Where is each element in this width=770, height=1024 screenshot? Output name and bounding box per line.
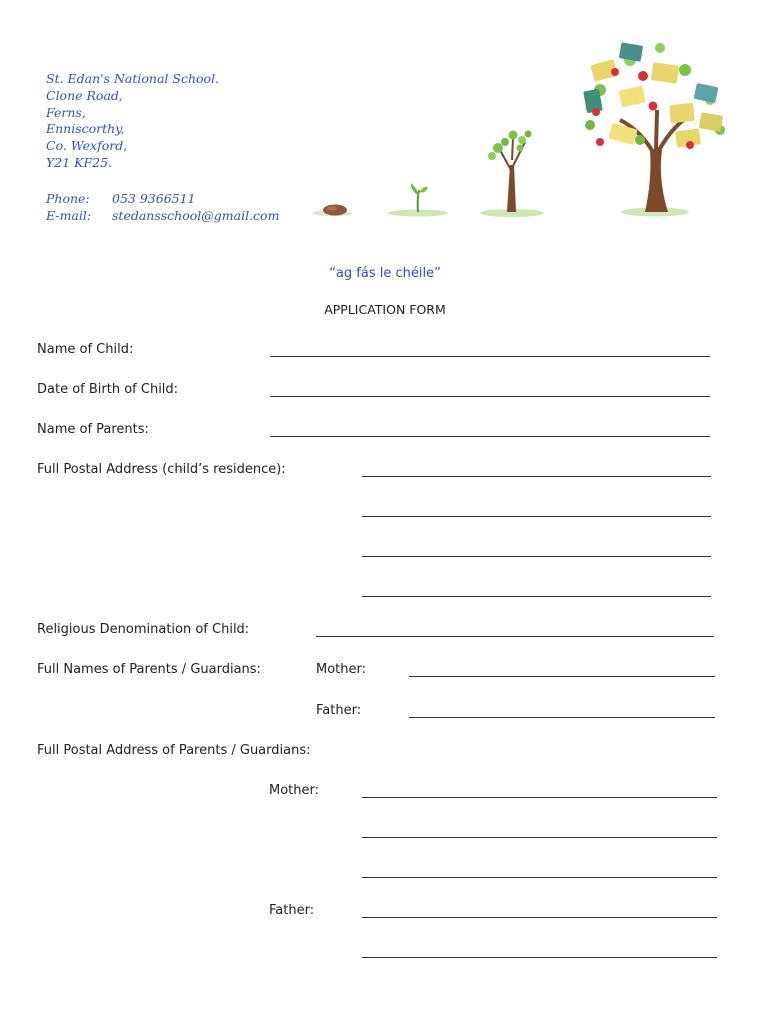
- father-name-field[interactable]: [409, 717, 715, 718]
- father-address-label: Father:: [269, 903, 315, 918]
- sapling-icon: [480, 131, 544, 218]
- mother-name-label: Mother:: [316, 662, 367, 677]
- dob-label: Date of Birth of Child:: [37, 382, 179, 397]
- growth-illustration: [300, 30, 730, 225]
- sprout-icon: [388, 183, 448, 217]
- school-address: [46, 71, 219, 172]
- school-name: St. Edan's National School.: [46, 71, 220, 86]
- mother-address-line-1[interactable]: [362, 797, 717, 798]
- address-line: Clone Road,: [46, 87, 123, 103]
- address-line: Enniscorthy,: [46, 121, 125, 137]
- mother-name-field[interactable]: [409, 676, 715, 677]
- phone-number: 053 9366511: [112, 191, 196, 206]
- postal-address-line-1[interactable]: [362, 476, 711, 477]
- guardians-names-label: Full Names of Parents / Guardians:: [37, 662, 261, 677]
- postal-address-line-4[interactable]: [362, 596, 711, 597]
- email-address: stedansschool@gmail.com: [112, 208, 280, 223]
- address-eircode: Y21 KF25.: [46, 154, 113, 170]
- parents-name-label: Name of Parents:: [37, 422, 149, 437]
- father-name-label: Father:: [316, 703, 362, 718]
- school-motto: “ag fás le chéile”: [329, 266, 441, 281]
- postal-address-line-3[interactable]: [362, 556, 711, 557]
- religion-field[interactable]: [316, 636, 714, 637]
- form-title: APPLICATION FORM: [324, 302, 446, 317]
- father-address-line-1[interactable]: [362, 917, 717, 918]
- mother-address-label: Mother:: [269, 783, 320, 798]
- parents-name-field[interactable]: [270, 436, 710, 437]
- child-name-field[interactable]: [270, 356, 710, 357]
- father-address-line-2[interactable]: [362, 957, 717, 958]
- address-line: Ferns,: [46, 104, 86, 120]
- contact-block: [46, 190, 279, 224]
- phone-label: Phone:: [46, 191, 90, 206]
- address-line: Co. Wexford,: [46, 138, 128, 154]
- religion-label: Religious Denomination of Child:: [37, 622, 250, 637]
- dob-field[interactable]: [270, 396, 710, 397]
- seed-icon: [312, 205, 352, 217]
- guardians-address-label: Full Postal Address of Parents / Guardians:: [37, 743, 311, 758]
- postal-address-label: Full Postal Address (child’s residence):: [37, 462, 286, 477]
- email-label: E-mail:: [46, 208, 92, 223]
- mother-address-line-3[interactable]: [362, 877, 717, 878]
- book-tree-icon: [583, 42, 725, 216]
- child-name-label: Name of Child:: [37, 342, 134, 357]
- postal-address-line-2[interactable]: [362, 516, 711, 517]
- mother-address-line-2[interactable]: [362, 837, 717, 838]
